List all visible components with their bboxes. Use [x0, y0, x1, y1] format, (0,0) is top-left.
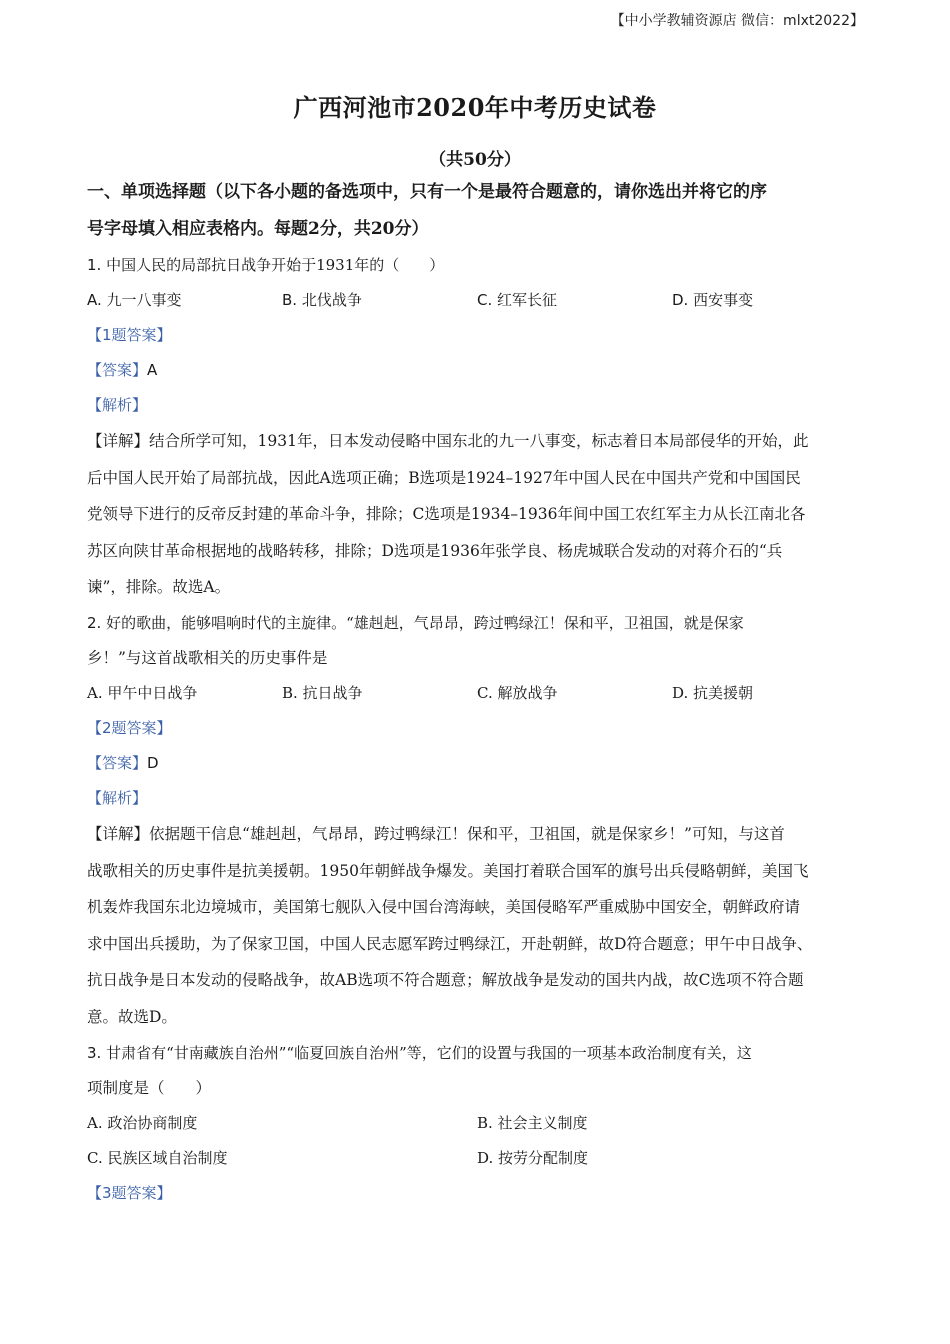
detail-text: 依据题干信息“雄赳赳，气昂昂，跨过鸭绿江！保和平，卫祖国，就是保家乡！”可知，与这首 [149, 824, 785, 843]
answer-label: 【答案】 [87, 361, 148, 379]
detail-line: 苏区向陕甘革命根据地的战略转移，排除；D选项是1936年张学良、杨虎城联合发动的对蒋介石的“兵 [87, 541, 783, 560]
question-1-analysis-label: 【解析】 [87, 396, 148, 414]
question-1-text: 中国人民的局部抗日战争开始于1931年的（ ） [106, 256, 445, 274]
question-2-stem-line-2: 乡！”与这首战歌相关的历史事件是 [87, 648, 328, 667]
detail-line: 意。故选D。 [87, 1007, 177, 1026]
question-2-stem-line-1 [87, 606, 867, 641]
detail-line [87, 816, 867, 853]
question-3-stem-line-1 [87, 1036, 867, 1071]
question-2-text: 好的歌曲，能够唱响时代的主旋律。“雄赳赳，气昂昂，跨过鸭绿江！保和平，卫祖国，就是保家 [106, 613, 744, 632]
question-2-detail [87, 816, 867, 1036]
question-2-option-d: D. 抗美援朝 [672, 683, 754, 702]
question-1-option-c: C. 红军长征 [477, 291, 558, 309]
section-heading-line-1: 一、单项选择题（以下各小题的备选项中，只有一个是最符合题意的，请你选出并将它的序 [87, 182, 767, 202]
detail-text: 结合所学可知，1931年，日本发动侵略中国东北的九一八事变，标志着日本局部侵华的开始，此 [149, 432, 809, 450]
question-2-option-c: C. 解放战争 [477, 683, 558, 702]
question-3-answer-header: 【3题答案】 [87, 1183, 172, 1202]
exam-title: 广西河池市2020年中考历史试卷 [293, 93, 657, 122]
question-1-answer [87, 353, 867, 388]
detail-line: 机轰炸我国东北边境城市，美国第七舰队入侵中国台湾海峡，美国侵略军严重威胁中国安全，朝鲜政府请 [87, 898, 801, 917]
detail-line: 党领导下进行的反帝反封建的革命斗争，排除；C选项是1934–1936年间中国工农红军主力从长江南北各 [87, 505, 806, 524]
exam-content [87, 174, 867, 1211]
section-heading-line-2: 号字母填入相应表格内。每题2分，共20分） [87, 219, 429, 239]
question-2-answer [87, 746, 867, 781]
question-3-options-row-1 [87, 1106, 867, 1141]
question-1-detail [87, 423, 867, 606]
detail-line: 求中国出兵援助，为了保家卫国，中国人民志愿军跨过鸭绿江，开赴朝鲜，故D符合题意；甲午中日战争、 [87, 934, 813, 953]
question-3-number: 3. [87, 1043, 102, 1062]
detail-line: 抗日战争是日本发动的侵略战争，故AB选项不符合题意；解放战争是发动的国共内战，故C选项不符合题 [87, 971, 804, 990]
detail-label: 【详解】 [87, 432, 150, 450]
question-2-analysis-label: 【解析】 [87, 788, 148, 807]
detail-line: 后中国人民开始了局部抗战，因此A选项正确；B选项是1924–1927年中国人民在中国共产党和中国国民 [87, 468, 801, 487]
question-2-option-b: B. 抗日战争 [282, 683, 363, 702]
question-2-number: 2. [87, 613, 102, 632]
detail-line: 谏”，排除。故选A。 [87, 578, 231, 597]
question-1-options [87, 283, 867, 318]
question-1-option-b: B. 北伐战争 [282, 291, 362, 309]
question-2-option-a: A. 甲午中日战争 [87, 683, 198, 702]
question-1-stem [87, 248, 867, 283]
question-3-option-d: D. 按劳分配制度 [477, 1148, 589, 1167]
question-3-text: 甘肃省有“甘南藏族自治州”“临夏回族自治州”等，它们的设置与我国的一项基本政治制度有关，这 [106, 1043, 752, 1062]
question-2-answer-header: 【2题答案】 [87, 718, 172, 737]
answer-value: A [147, 361, 158, 379]
watermark: 【中小学教辅资源店 微信：mlxt2022】 [610, 13, 864, 29]
question-1-number: 1. [87, 256, 102, 274]
exam-subtitle: （共50分） [429, 150, 521, 170]
question-3-option-b: B. 社会主义制度 [477, 1113, 588, 1132]
question-3-stem-line-2: 项制度是（ ） [87, 1078, 212, 1097]
detail-line: 战歌相关的历史事件是抗美援朝。1950年朝鲜战争爆发。美国打着联合国军的旗号出兵侵略朝鲜，美国飞 [87, 861, 809, 880]
detail-line [87, 423, 867, 460]
question-2-options [87, 676, 867, 711]
question-1-option-d: D. 西安事变 [672, 291, 754, 309]
question-3-option-a: A. 政治协商制度 [87, 1113, 198, 1132]
answer-label: 【答案】 [87, 753, 148, 772]
question-3-options-row-2 [87, 1141, 867, 1176]
detail-label: 【详解】 [87, 824, 150, 843]
question-1-option-a: A. 九一八事变 [87, 291, 182, 309]
question-3-option-c: C. 民族区域自治制度 [87, 1148, 228, 1167]
answer-value: D [147, 753, 159, 772]
question-1-answer-header: 【1题答案】 [87, 326, 172, 344]
